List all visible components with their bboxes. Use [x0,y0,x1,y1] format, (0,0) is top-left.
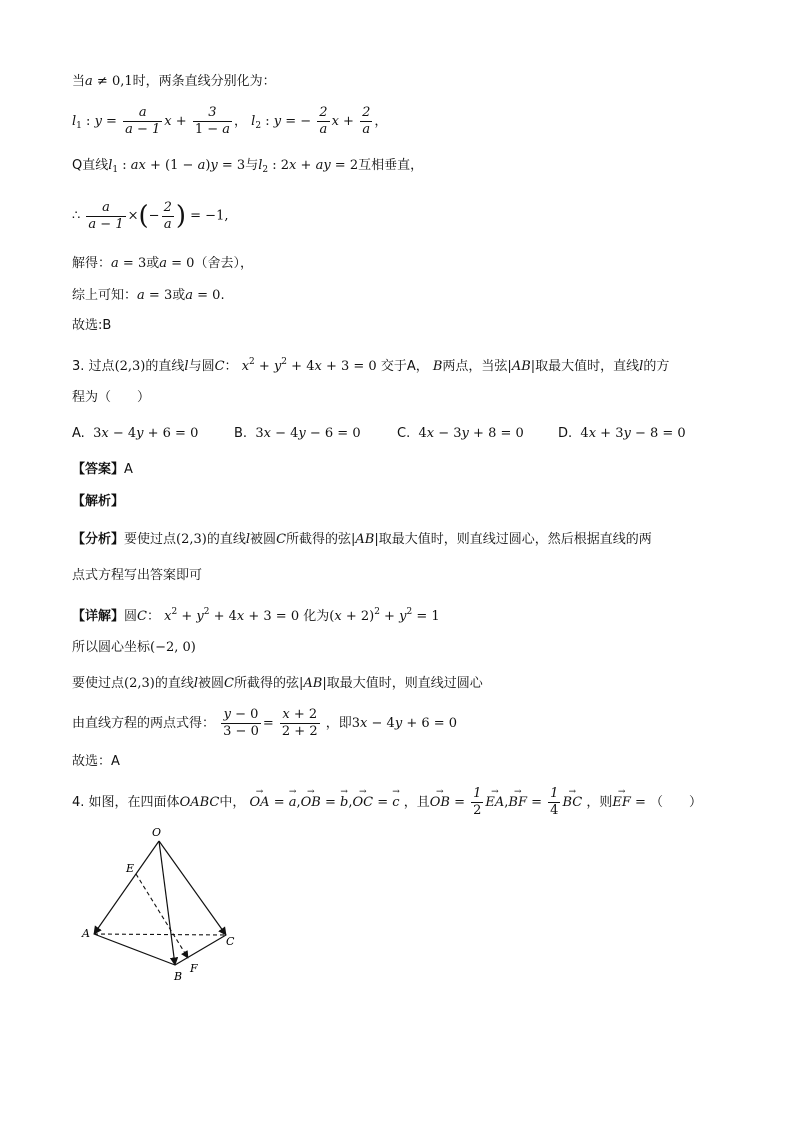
answer-line: 【答案】A [72,462,133,477]
edge-BC [175,935,226,965]
edge-EF [136,874,188,958]
option-d[interactable]: D. 4x + 3y − 8 = 0 [558,426,686,441]
detail-line: 【详解】圆C： $x^2 + y^2 + 4x + 3 = 0$ 化为$(x + 2)^2 + y^2 = 1$ [72,607,440,624]
tetrahedron-figure [76,822,246,987]
option-c[interactable]: C. 4x − 3y + 8 = 0 [397,426,524,441]
question-3-stem-line2: 程为（ ） [72,390,151,405]
label-F: F [190,962,198,975]
two-point-line: 由直线方程的两点式得： $\frac{y - 0}{3 - 0}$ = $\frac{x + 2}{2 + 2}$ ，即3x − 4y + 6 = 0 [72,707,458,739]
question-3-stem: 3. 过点(2,3)的直线l与圆C： $x^2 + y^2 + 4x + 3 = 0$ 交于A， B两点，当弦|AB|取最大值时，直线l的方 [72,357,670,374]
edge-AC [94,934,226,935]
must-line: 要使过点(2,3)的直线l被圆C所截得的弦|AB|取最大值时，则直线过圆心 [72,676,483,691]
text-line: 当a ≠ 0,1时，两条直线分别化为： [72,74,276,89]
label-E: E [126,862,135,875]
option-b[interactable]: B. 3x − 4y − 6 = 0 [234,426,361,441]
fenxi-line2: 点式方程写出答案即可 [72,568,203,583]
text-line-perpendicular: Q直线$l_1$ : ax + (1 − a)y = 3与$l_2$ : 2x + ay = 2互相垂直， [72,158,424,175]
question-4-stem: 4. 如图，在四面体OABC中， → OA = → a,→ OB = → b,→ OC = → c ，且→ OB = $\frac{1}{2}$ → EA,→ BF = $\frac{1}{4}$ → BC ，则→ EF = （ ） [72,786,702,819]
formula-line-l1-l2: $l_1$ : y = $\frac{a}{a - 1}$ x + $\frac{3}{1 - a}$ ， $l_2$ : y = − $\frac{2}{a}$ x + $\frac{2}{a}$ ， [72,105,388,137]
analysis-tag: 【解析】 [72,494,125,509]
center-line: 所以圆心坐标(−2, 0) [72,640,196,655]
formula-line-product: ∴ $\frac{a}{a - 1}$ ×(− $\frac{2}{a}$ ) = −1, [72,199,229,232]
label-C: C [226,935,235,948]
text-line-solve: 解得：a = 3或a = 0（舍去）， [72,256,253,271]
option-a[interactable]: A. 3x − 4y + 6 = 0 [72,426,199,441]
label-A: A [82,927,90,940]
label-O: O [152,826,162,839]
fenxi-line: 【分析】要使过点(2,3)的直线l被圆C所截得的弦|AB|取最大值时，则直线过圆心，然后根据直线的两 [72,532,652,547]
text-line-conclusion: 综上可知：a = 3或a = 0. [72,288,225,303]
label-B: B [174,970,183,983]
choose-a-line: 故选：A [72,754,120,769]
edge-AB [94,934,175,965]
text-line-choose-b: 故选:B [72,318,112,333]
edge-OA [94,841,159,934]
